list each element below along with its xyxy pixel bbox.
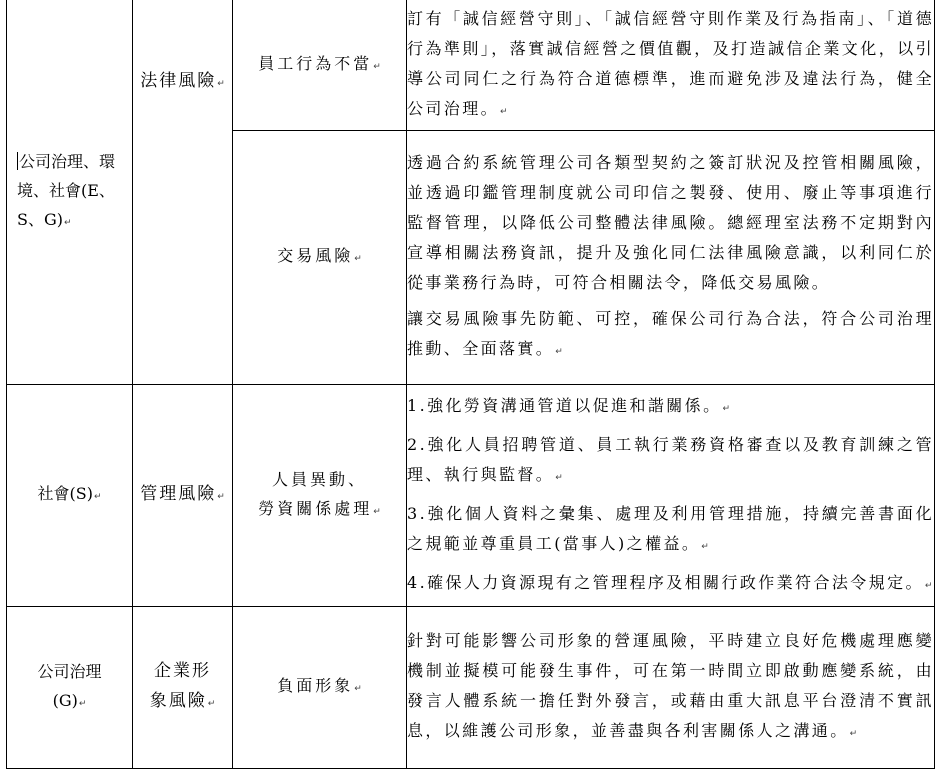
paragraph-mark-icon: ↵: [555, 347, 563, 357]
paragraph-mark-icon: ↵: [354, 254, 362, 264]
paragraph-mark-icon: ↵: [555, 472, 563, 483]
paragraph-mark-icon: ↵: [373, 506, 381, 517]
risk-item-line: 人員異動、: [271, 469, 367, 489]
table-row: [7, 0, 935, 131]
risk-item: 員工行為不當: [258, 53, 373, 73]
risk-dimension: 公司治理、環境、社會(E、S、G): [17, 151, 116, 229]
description-paragraph: 4.確保人力資源現有之管理程序及相關行政作業符合法令規定。↵: [407, 572, 933, 592]
risk-description-cell: [407, 607, 935, 769]
risk-management-table: [6, 0, 935, 769]
risk-item-cell: [233, 0, 407, 131]
risk-dimension-cell: [7, 385, 133, 607]
risk-dimension-cell: [7, 0, 133, 385]
table-row: [7, 607, 935, 769]
risk-description-cell: [407, 131, 935, 385]
risk-dimension: 社會(S): [37, 484, 93, 503]
paragraph-mark-icon: ↵: [217, 492, 225, 502]
description-paragraph: 針對可能影響公司形象的營運風險，平時建立良好危機處理應變機制並擬模可能發生事件，可在第一時間立即啟動應變系統，由發言人體系統一擔任對外發言，或藉由重大訊息平台澄清不實訊息，以維護公司形象，並善盡與各利害關係人之溝通。↵: [407, 631, 934, 740]
paragraph-mark-icon: ↵: [849, 729, 858, 739]
risk-dimension-cell: [7, 607, 133, 769]
risk-item: 交易風險: [277, 246, 354, 265]
paragraph-mark-icon: ↵: [701, 541, 709, 552]
risk-item-cell: [233, 131, 407, 385]
paragraph-mark-icon: ↵: [354, 684, 362, 694]
risk-description-cell: [407, 385, 935, 607]
risk-description-cell: [407, 0, 935, 131]
risk-category: 法律風險: [140, 71, 217, 91]
description-paragraph: 透過合約系統管理公司各類型契約之簽訂狀況及控管相關風險，並透過印鑑管理制度就公司印信之製發、使用、廢止等事項進行監督管理，以降低公司整體法律風險。總經理室法務不定期對內宣導相關法務資訊，提升及強化同仁法律風險意識，以利同仁於從事業務行為時，可符合相關法令，降低交易風險。: [407, 153, 934, 292]
paragraph-mark-icon: ↵: [500, 106, 508, 117]
table-row: [7, 385, 935, 607]
paragraph-mark-icon: ↵: [64, 217, 72, 228]
text-cursor: [17, 152, 18, 170]
description-paragraph: 1.強化勞資溝通管道以促進和諧關係。↵: [407, 395, 731, 415]
risk-category-line: 象風險: [149, 691, 207, 711]
paragraph-mark-icon: ↵: [722, 403, 731, 414]
risk-item-cell: [233, 607, 407, 769]
description-paragraph: 訂有「誠信經營守則」、「誠信經營守則作業及行為指南」、「道德行為準則」，落實誠信經營之價值觀，及打造誠信企業文化，以引導公司同仁之行為符合道德標準，進而避免涉及違法行為，健全公司治理。↵: [407, 8, 934, 118]
risk-category-line: 企業形: [154, 661, 211, 681]
risk-category-cell: [133, 0, 233, 385]
risk-dimension-line: (G): [52, 690, 78, 710]
risk-item-cell: [233, 385, 407, 607]
paragraph-mark-icon: ↵: [217, 79, 225, 89]
risk-category-cell: [133, 385, 233, 607]
description-paragraph: 讓交易風險事先防範、可控，確保公司行為合法，符合公司治理推動、全面落實。↵: [407, 309, 934, 358]
risk-item-line: 勞資關係處理: [258, 498, 373, 518]
risk-dimension-line: 公司治理: [37, 661, 102, 681]
risk-item: 負面形象: [277, 676, 354, 695]
paragraph-mark-icon: ↵: [93, 492, 102, 502]
paragraph-mark-icon: ↵: [373, 61, 381, 72]
paragraph-mark-icon: ↵: [78, 698, 87, 709]
risk-category: 管理風險: [140, 484, 217, 504]
risk-category-cell: [133, 607, 233, 769]
paragraph-mark-icon: ↵: [207, 699, 216, 709]
paragraph-mark-icon: ↵: [924, 580, 933, 591]
description-paragraph: 3.強化個人資料之彙集、處理及利用管理措施，持續完善書面化之規範並尊重員工(當事人)之權益。↵: [407, 503, 934, 553]
description-paragraph: 2.強化人員招聘管道、員工執行業務資格審查以及教育訓練之管理、執行與監督。↵: [407, 434, 934, 484]
